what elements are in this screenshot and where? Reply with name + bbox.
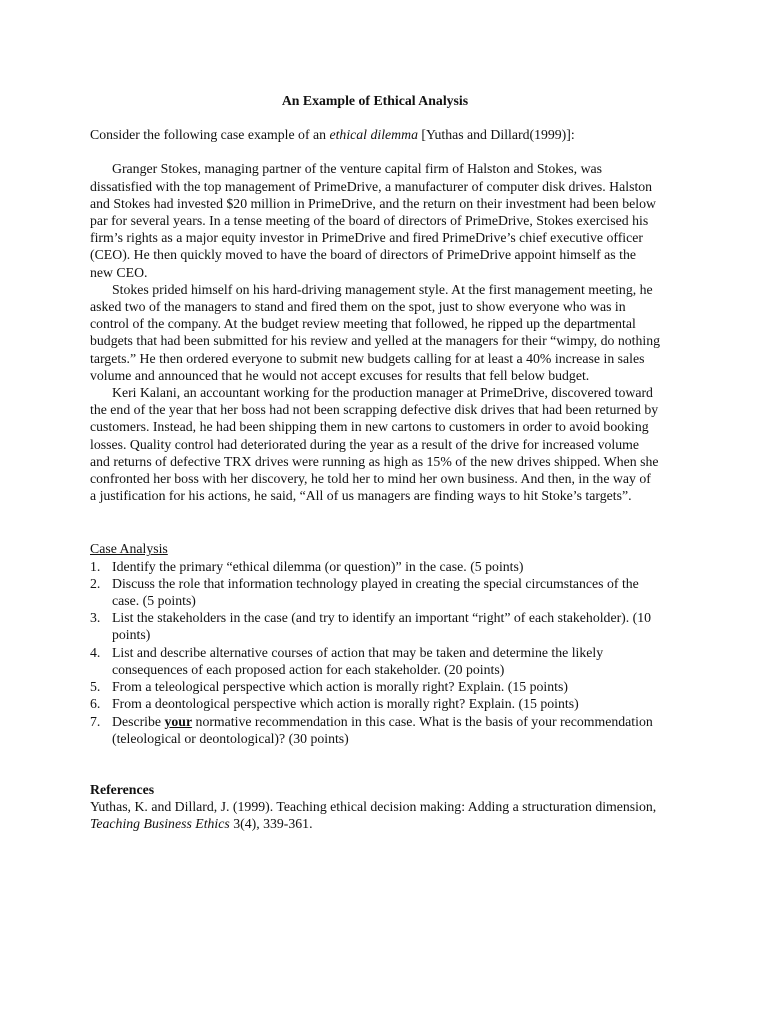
item-number: 7. [90,713,101,729]
list-item [90,575,660,609]
reference-journal: Teaching Business Ethics [90,816,230,832]
document-page [90,92,660,833]
list-item [90,609,660,643]
list-item [90,713,660,747]
case-paragraph-3: Keri Kalani, an accountant working for the production manager at PrimeDrive, discovered toward the end of the year that her boss had not been scrapping defective disk drives that had been returned by customers. Instead, he had been shipping them in new cartons to customers in order to avoid booking losses. Quality control had deteriorated during the year as a result of the drive for increased volume and returns of defective TRX drives were running as high as 15% of the new drives shipped. When she confronted her boss with her discovery, he told her to mind her own business. And then, in the way of a justification for his actions, he said, “All of us managers are finding ways to hit Stoke’s targets”. [90,385,659,504]
case-analysis-list [90,558,660,747]
document-title: An Example of Ethical Analysis [281,93,469,108]
item-text: List and describe alternative courses of action that may be taken and determine the likely consequences of each proposed action for each stakeholder. (20 points) [112,644,604,677]
item-text: Discuss the role that information technology played in creating the special circumstances of the case. (5 points) [112,575,639,609]
item-number: 3. [90,610,101,626]
references-heading: References [90,781,155,797]
item-text: List the stakeholders in the case (and try to identify an important “right” of each stakeholder). (10 points) [112,610,652,643]
item-emphasis: your [164,713,193,729]
list-item [90,695,660,712]
intro-sentence [90,126,660,143]
item-text: From a teleological perspective which action is morally right? Explain. (15 points) [112,679,568,695]
list-item [90,558,660,575]
item-text-lead: Describe [112,713,165,729]
item-number: 1. [90,558,101,574]
intro-text: Consider the following case example of an [90,127,330,143]
reference-volume: 3(4), 339-361. [229,816,313,832]
case-analysis-heading: Case Analysis [90,541,168,557]
item-number: 5. [90,679,101,695]
list-item [90,644,660,678]
case-paragraph-1: Granger Stokes, managing partner of the venture capital firm of Halston and Stokes, was dissatisfied with the top management of PrimeDrive, a manufacturer of computer disk drives. Halston and Stokes had invested $20 million in PrimeDrive, and the return on their investment had been below par for several years. In a tense meeting of the board of directors of PrimeDrive, Stokes exercised his firm’s rights as a major equity investor in PrimeDrive and fired PrimeDrive’s chief executive officer (CEO). He then quickly moved to have the board of directors of PrimeDrive appoint himself as the new CEO. [90,161,656,280]
item-text: From a deontological perspective which action is morally right? Explain. (15 points) [112,696,579,712]
reference-authors: Yuthas, K. and Dillard, J. (1999). Teaching ethical decision making: Adding a structuration dimension, [90,799,657,815]
reference-entry [90,798,660,832]
item-number: 4. [90,644,101,660]
item-number: 6. [90,696,101,712]
intro-citation: [Yuthas and Dillard(1999)]: [417,127,575,143]
item-text-rest: normative recommendation in this case. What is the basis of your recommendation (teleological or deontological)? (30 points) [112,713,653,746]
item-number: 2. [90,575,101,591]
case-paragraph-2: Stokes prided himself on his hard-driving management style. At the first management meeting, he asked two of the managers to stand and fired them on the spot, just to show everyone who was in control of the company. At the budget review meeting that followed, he ripped up the departmental budgets that had been submitted for his review and yelled at the managers for their “wimpy, do nothing targets.” He then ordered everyone to submit new budgets calling for at least a 40% increase in sales volume and announced that he would not accept excuses for results that fell below budget. [90,281,660,383]
item-text: Identify the primary “ethical dilemma (or question)” in the case. (5 points) [112,558,524,574]
list-item [90,678,660,695]
intro-italic-term: ethical dilemma [329,127,418,143]
